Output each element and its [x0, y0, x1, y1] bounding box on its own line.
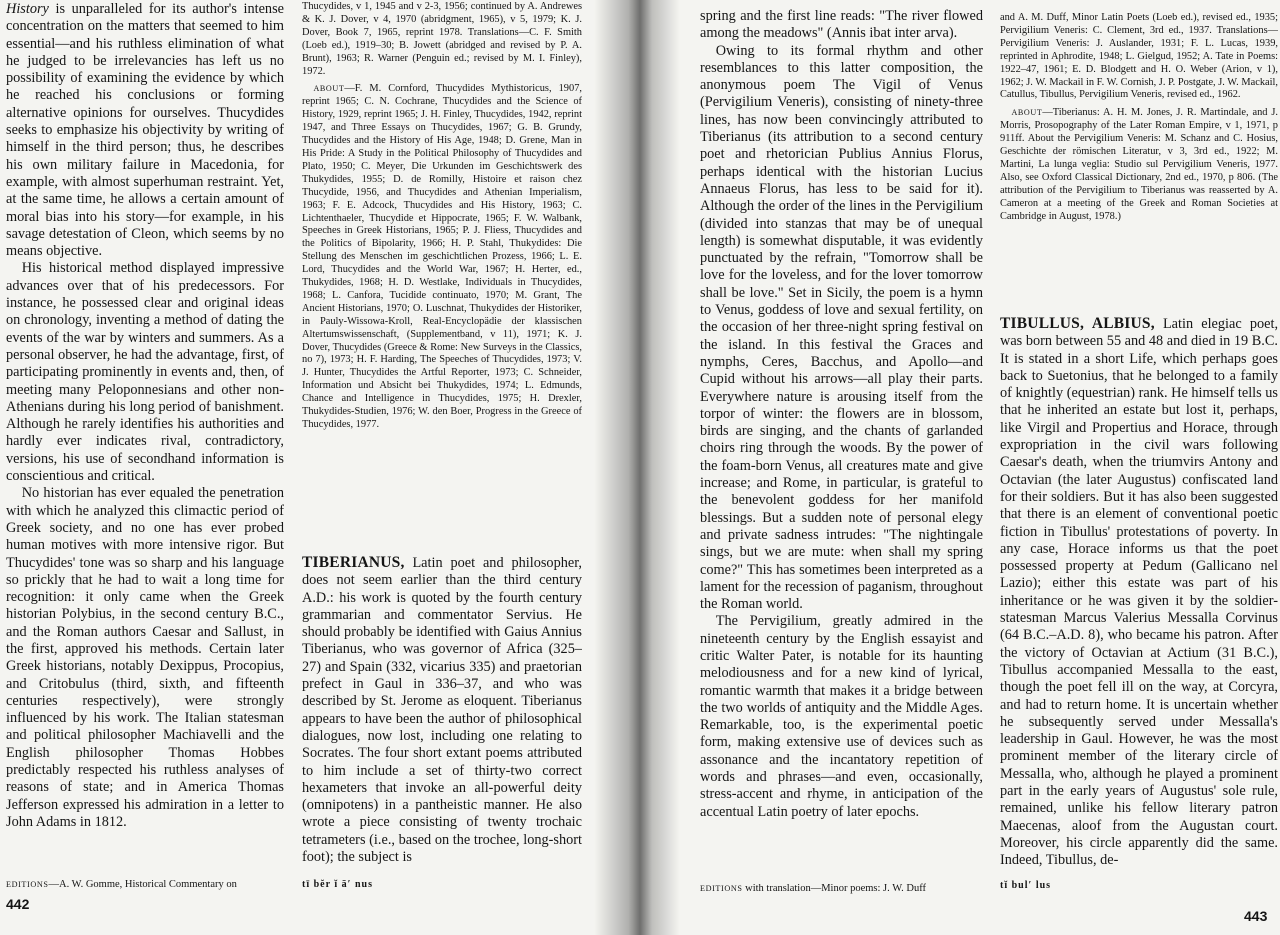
- tiberianus-entry: [302, 554, 582, 876]
- right-page: [640, 0, 1280, 935]
- entry-paragraph: [302, 554, 582, 866]
- page-number: 443: [1244, 908, 1268, 924]
- paragraph: The Pervigilium, greatly admired in the nineteenth century by the English essayist and critic Walter Pater, is notable for its haunting melodiousness and for a new kind of lyrical, romantic warmth that makes it a bridge between the two worlds of antiquity and the Middle Ages. Remarkable, too, is the experimental poetic form, making extensive use of devices such as assonance and the incantatory repetition of words and phrases—and even, occasionally, stress-accent and rhyme, in anticipation of the accentual Latin poetry of later epochs.: [700, 613, 983, 820]
- lead-word: History: [6, 1, 49, 17]
- paragraph: spring and the first line reads: "The river flowed among the meadows" (Annis ibat inter arva).: [700, 8, 983, 42]
- gutter-shadow: [640, 0, 680, 935]
- pronunciation: tī bĕr ĭ ā′ nus: [302, 879, 373, 890]
- paragraph: No historian has ever equaled the penetration with which he analyzed this climactic period of Greek society, and no one has ever probed human motives with more intensive rigor. But Thucydides' tone was so sharp and his language so prickly that he had to wait a long time for recognition: it only came when the Greek historian Polybius, in the second century B.C., and the Roman authors Caesar and Sallust, in the first, approved his methods. Certain later Greek historians, notably Dexippus, Procopius, and Critobulus (third, sixth, and fifteenth centuries respectively), were strongly influenced by his work. The Italian statesman and political philosopher Machiavelli and the English philosopher Thomas Hobbes predictably respected his ruthless analyses of reasons of state; and in America Thomas Jefferson expressed his admiration in a letter to John Adams in 1812.: [6, 485, 284, 830]
- about-text: —F. M. Cornford, Thucydides Mythistoricus, 1907, reprint 1965; C. N. Cochrane, Thucydides and the Science of History, 1929, reprint 1965; J. H. Finley, Thucydides, 1942, reprint 1947, and Three Essays on Thucydides, 1967; G. B. Grundy, Thucydides and the History of His Age, 1948; D. Grene, Man in His Pride: A Study in the Political Philosophy of Thucydides and Plato, 1950; C. Meyer, Die Urkunden im Geschichtswerk des Thukydides, 1955; D. de Romilly, Histoire et raison chez Thucydide, 1956, and Thucydides and Athenian Imperialism, 1963; F. E. Adcock, Thucydides and His History, 1963; C. Lichtenthaeler, Thucydide et Hippocrate, 1965; F. W. Walbank, Speeches in Greek Historians, 1965; P. J. Fliess, Thucydides and the Politics of Bipolarity, 1966; H. P. Stahl, Thukydides: Die Stellung des Menschen im geschichtlichen Prozess, 1966; L. E. Lord, Thucydides and the World War, 1967; H. Herter, ed., Thukydides, 1968; H. D. Westlake, Individuals in Thucydides, 1968; L. Canfora, Tucidide continuato, 1970; M. Grant, The Ancient Historians, 1970; O. Luschnat, Thukydides der Historiker, in Pauly-Wissowa-Kroll, Real-Encyclopädie der klassischen Altertumswissenschaft, (Supplementband, v 11), 1971; K. J. Dover, Thucydides (Greece & Rome: New Surveys in the Classics, no 7), 1973; H. F. Harding, The Speeches of Thucydides, 1973; V. J. Hunter, Thucydides the Artful Reporter, 1973; C. Schneider, Information und Absicht bei Thukydides, 1974; L. Edmunds, Chance and Intelligence in Thucydides, 1975; H. Drexler, Thukydides-Studien, 1976; W. den Boer, Progress in the Greece of Thucydides, 1977.: [302, 83, 582, 430]
- entry-text: Latin elegiac poet, was born between 55 and 48 and died in 19 B.C. It is stated in a short Life, which perhaps goes back to Suetonius, that he belonged to a family of knightly (equestrian) rank. He himself tells us that he inherited an estate but lost it, perhaps, like Virgil and Propertius and Horace, through expropriation in the civil wars following Caesar's death, when the triumvirs Antony and Octavian (the later Augustus) confiscated land for their soldiers. But it has also been suggested that there is an element of conventional poetic fiction in Tibullus' protestations of poverty. In any case, Horace informs us that the poet possessed property at Pedum (Gallicano nel Lazio); either this estate was part of his inheritance or he was given it by the soldier-statesman Marcus Valerius Messalla Corvinus (64 B.C.–A.D. 8), who became his patron. After the victory of Octavian at Actium (31 B.C.), Tibullus accompanied Messalla to the east, though the poet fell ill on the way, at Corcyra, and had to return home. It is uncertain whether he subsequently served under Messalla's leadership in Gaul. However, he was the most prominent member of the literary circle of Messalla, who, although he played a prominent part in the early years of Augustus' sole rule, remained, unlike his fellow literary patron Maecenas, aloof from the Augustan court. Moreover, his circle apparently did the same. Indeed, Tibullus, de-: [1000, 316, 1278, 869]
- editions-line: [6, 878, 284, 891]
- pronunciation: tĭ bul′ lus: [1000, 880, 1052, 891]
- about-label: ABOUT: [313, 84, 345, 94]
- bibliography-about: [302, 83, 582, 431]
- editions-label: EDITIONS: [700, 884, 743, 893]
- page-number: 442: [6, 896, 30, 912]
- entry-headword: TIBERIANUS,: [302, 554, 405, 571]
- about-label: ABOUT: [1011, 108, 1043, 118]
- left-column-2-bibliography: [302, 1, 582, 521]
- entry-headword: TIBULLUS, ALBIUS,: [1000, 315, 1155, 332]
- bibliography-about: [1000, 107, 1278, 223]
- paragraph: [6, 1, 284, 260]
- entry-paragraph: [1000, 315, 1278, 870]
- editions-label: EDITIONS: [6, 880, 49, 889]
- right-column-1: [700, 8, 983, 872]
- entry-text: Latin poet and philosopher, does not seem earlier than the third century A.D.: his work is quoted by the fourth century grammarian and commentator Servius. He should probably be identified with Gaius Annius Tiberianus, who was governor of Africa (325–27) and Spain (332, vicarius 335) and praetorian prefect in Gaul in 336–37, and who was described by St. Jerome as eloquent. Tiberianus appears to have been the author of philosophical dialogues, now lost, including one relating to Socrates. The four short extant poems attributed to him include a set of thirty-two correct hexameters that invoke an all-powerful deity (omnipotens) in a pantheistic manner. He also wrote a piece consisting of twenty trochaic tetrameters (i.e., based on the trochee, long-short foot); the subject is: [302, 555, 582, 866]
- editions-text: —A. W. Gomme, Historical Commentary on: [48, 879, 237, 890]
- right-column-2-bibliography: [1000, 12, 1278, 278]
- tibullus-entry: [1000, 315, 1278, 875]
- bibliography-editions: and A. M. Duff, Minor Latin Poets (Loeb ed.), revised ed., 1935; Pervigilium Veneris: C. Clement, 3rd ed., 1937. Translations—Pervigilium Veneris: J. Auslander, 1931; F. L. Lucas, 1939, reprinted in Aphrodite, 1948; L. Gielgud, 1952; A. Tate in Poems: 1922–47, 1961; E. D. Blodgett and H. O. Weber (Arion, v 1), 1962; J. W. Mackail in F. W. Cornish, J. P. Postgate, J. W. Mackail, Catullus, Tibullus, Pervigilium Veneris, revised ed., 1962.: [1000, 12, 1278, 101]
- bibliography-editions: Thucydides, v 1, 1945 and v 2-3, 1956; continued by A. Andrewes & K. J. Dover, v 4, 1970 (abridgment, 1965), v 5, 1979; K. J. Dover, Book 7, 1965, reprint 1978. Translations—C. F. Smith (Loeb ed.), 1919–30; B. Jowett (abridged and revised by P. A. Brunt), 1963; R. Warner (Penguin ed.; revised by M. I. Finley), 1972.: [302, 1, 582, 77]
- paragraph-text: is unparalleled for its author's intense concentration on the matters that seemed to him essential—and his ruthless elimination of what he judged to be irrelevancies has left us no possibility of examining the evidence by which he reached his conclusions or forming alternative opinions for ourselves. Thucydides seeks to emphasize his objectivity by writing of himself in the third person; thus, he describes his own military failure in Macedonia, for example, with almost superhuman restraint. Yet, at the same time, he allows a certain amount of moral bias into his story—for example, in his savage detestation of Cleon, which seems by no means objective.: [6, 1, 284, 260]
- paragraph: His historical method displayed impressive advances over that of his predecessors. For instance, he possessed clear and original ideas on chronology, inventing a method of dating the events of the war by winters and summers. As a personal observer, he had the advantage, first, of participating prominently in events and, then, of meeting many Peloponnesians and other non-Athenians during his long period of banishment. Although he rarely identifies his authorities and hardly ever indicates rival, contradictory, versions, his use of secondhand information is conscientious and critical.: [6, 260, 284, 485]
- left-column-1: [6, 1, 284, 873]
- about-text: —Tiberianus: A. H. M. Jones, J. R. Martindale, and J. Morris, Prosopography of the Later Roman Empire, v 1, 1971, p 911ff. About the Pervigilium Veneris: M. Schanz and C. Hosius, Geschichte der römischen Literatur, v 3, 3rd ed., 1922; M. Martini, La lunga veglia: Studio sul Pervigilium Veneris, 1977. Also, see Oxford Classical Dictionary, 2nd ed., 1970, p 806. (The attribution of the Pervigilium to Tiberianus was reasserted by A. Cameron at a meeting of the Greek and Roman Societies at Cambridge in August, 1978.): [1000, 107, 1278, 222]
- editions-text: with translation—Minor poems: J. W. Duff: [745, 883, 927, 894]
- gutter-shadow: [594, 0, 640, 935]
- editions-line: [700, 882, 983, 895]
- paragraph: Owing to its formal rhythm and other resemblances to this latter composition, the anonymous poem The Vigil of Venus (Pervigilium Veneris), consisting of ninety-three lines, has now been convincingly attributed to Tiberianus (its attribution to a second century poet and rhetorician Publius Annius Florus, perhaps identical with the historian Lucius Annaeus Florus, has less to be said for it). Although the order of the lines in the Pervigilium (divided into stanzas that may be of unequal length) is somewhat disputable, it was evidently punctuated by the refrain, "Tomorrow shall be love for the loveless, and for the lover tomorrow shall be love." Set in Sicily, the poem is a hymn to Venus, goddess of love and sexual fertility, on the occasion of her three-night spring festival on the island. In this festival the Graces and nymphs, Ceres, Bacchus, and Apollo—and Cupid without his arrows—all play their parts. Everywhere nature is arousing itself from the torpor of winter: the flowers are in blossom, birds are singing, and the chants of garlanded choirs ring through the woods. By the power of the foam-born Venus, all creatures mate and give increase; and Rome, in particular, is grateful to the benevolent goddess for her manifold blessings. But a sudden note of personal elegy and private sadness intrudes: "The nightingale sings, but we are mute: when shall my spring come?" This has sometimes been interpreted as a lament for the recession of paganism, throughout the Roman world.: [700, 42, 983, 613]
